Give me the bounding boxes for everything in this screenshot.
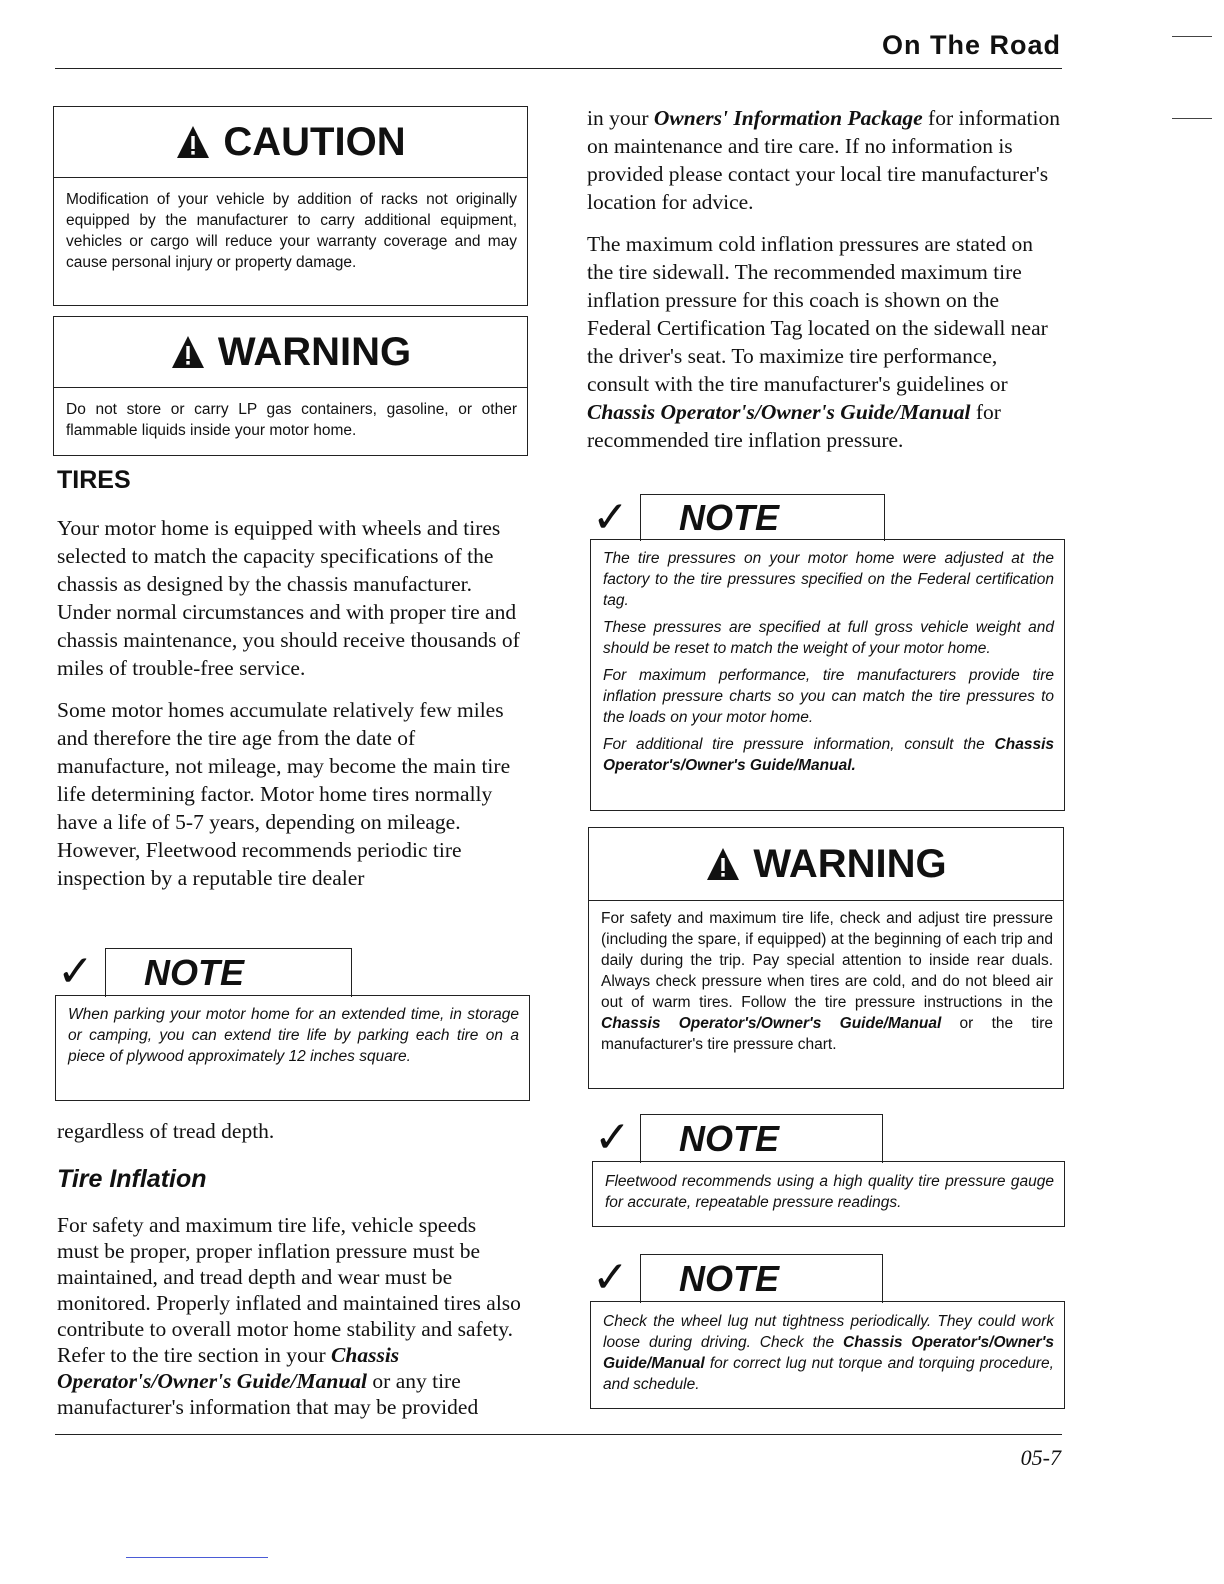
tire-inflation-text: The maximum cold inflation pressures are stated on the tire sidewall. The recommended maximum tire inflation pressure for this coach is shown on the Federal Certification Tag located on the sidewall near the driver's seat. To maximize tire performance, consult with the tire manufacturer's guidelines or [587, 232, 1048, 396]
caution-text: Modification of your vehicle by addition of racks not originally equipped by the manufacturer to carry additional equipment, vehicles or cargo will reduce your warranty coverage and may cause personal injury or property damage. [66, 191, 517, 271]
page-header-title: On The Road [882, 30, 1061, 60]
tire-inflation-body-continued [587, 104, 1062, 468]
warning-text: or the tire manufacturer's tire pressure chart. [601, 1015, 1053, 1053]
caution-label: CAUTION [223, 119, 406, 164]
note-text: for correct lug nut torque and torquing procedure, and schedule. [603, 1355, 1054, 1393]
package-reference: Owners' Information Package [653, 106, 923, 130]
note-text: These pressures are specified at full gross vehicle weight and should be reset to match the weight of your motor home. [603, 619, 1054, 657]
checkmark-icon: ✓ [594, 1112, 631, 1163]
warning-box [53, 316, 528, 456]
warning-text: Do not store or carry LP gas containers, gasoline, or other flammable liquids inside your motor home. [66, 401, 517, 439]
note-text: For additional tire pressure information, consult the [603, 736, 995, 753]
tires-continued [57, 1117, 529, 1159]
note-tab [105, 948, 352, 997]
tires-paragraph: regardless of tread depth. [57, 1119, 275, 1143]
tire-inflation-text: for information on maintenance and tire care. If no information is provided please contact your local tire manufacturer's location for advice. [587, 106, 1060, 214]
note-text: The tire pressures on your motor home were adjusted at the factory to the tire pressures specified on the Federal certification tag. [603, 550, 1054, 609]
note-label: NOTE [679, 1118, 780, 1159]
checkmark-icon: ✓ [57, 946, 94, 997]
manual-reference: Chassis Operator's/Owner's Guide/Manual [603, 1334, 1054, 1372]
warning-text: For safety and maximum tire life, check and adjust tire pressure (including the spare, if equipped) at the beginning of each trip and daily during the trip. Pay special attention to inside rear duals. Always check pressure when tires are cold, and do not bleed air out of warm tires. Follow the tire pressure instructions in the [601, 910, 1053, 1011]
tires-paragraph: Your motor home is equipped with wheels and tires selected to match the capacity specifications of the chassis as designed by the chassis manufacturer. Under normal circumstances and with proper tire and chassis maintenance, you should receive thousands of miles of trouble-free service. [57, 516, 520, 680]
tire-inflation-heading: Tire Inflation [57, 1165, 207, 1193]
note-label: NOTE [679, 1258, 780, 1299]
note-box [590, 1301, 1065, 1409]
manual-reference: Chassis Operator's/Owner's Guide/Manual [57, 1343, 400, 1393]
note-box [590, 539, 1065, 811]
note-block [55, 946, 530, 1106]
caution-box [53, 106, 528, 306]
note-box [55, 995, 530, 1101]
margin-mark [1172, 118, 1212, 119]
note-block [590, 1252, 1065, 1412]
scan-artifact-line [126, 1557, 268, 1558]
tire-inflation-text: for recommended tire inflation pressure. [587, 400, 1001, 452]
warning-label: WARNING [753, 841, 947, 886]
note-text: Fleetwood recommends using a high quality tire pressure gauge for accurate, repeatable pressure readings. [605, 1173, 1054, 1211]
manual-reference: Chassis Operator's/Owner's Guide/Manual [601, 1015, 942, 1032]
note-text: Check the wheel lug nut tightness periodically. They could work loose during driving. Check the [603, 1313, 1054, 1351]
tire-inflation-text: or any tire manufacturer's information that may be provided [57, 1369, 479, 1419]
warning-box [588, 827, 1064, 1089]
hazard-triangle-icon [175, 124, 211, 160]
tires-paragraph: Some motor homes accumulate relatively few miles and therefore the tire age from the date of manufacture, not mileage, may become the main tire life determining factor. Motor home tires normally have a life of 5-7 years, depending on mileage. However, Fleetwood recommends periodic tire inspection by a reputable tire dealer [57, 698, 511, 890]
hazard-triangle-icon [705, 846, 741, 882]
note-text: When parking your motor home for an extended time, in storage or camping, you can extend tire life by parking each tire on a piece of plywood approximately 12 inches square. [68, 1006, 519, 1065]
footer-rule [55, 1434, 1062, 1435]
note-tab [640, 1254, 883, 1303]
page-number: 05-7 [1020, 1445, 1061, 1470]
note-block [592, 1112, 1065, 1230]
tires-body [57, 514, 529, 906]
warning-label: WARNING [217, 329, 412, 374]
tire-inflation-body [57, 1212, 522, 1434]
header-rule [55, 68, 1062, 69]
note-label: NOTE [144, 952, 245, 993]
hazard-triangle-icon [170, 334, 206, 370]
note-block [590, 492, 1065, 814]
note-tab [640, 494, 885, 541]
manual-reference: Chassis Operator's/Owner's Guide/Manual [587, 400, 971, 424]
manual-reference: Chassis Operator's/Owner's Guide/Manual. [603, 736, 1054, 774]
checkmark-icon: ✓ [592, 1252, 629, 1303]
checkmark-icon: ✓ [592, 492, 629, 543]
tire-inflation-text: in your [587, 106, 654, 130]
tire-inflation-text: For safety and maximum tire life, vehicle speeds must be proper, proper inflation pressure must be maintained, and tread depth and wear must be monitored. Properly inflated and maintained tires also contribute to overall motor home stability and safety. Refer to the tire section in your [57, 1213, 521, 1367]
margin-mark [1172, 36, 1212, 37]
note-label: NOTE [679, 497, 780, 538]
note-box [592, 1161, 1065, 1227]
note-tab [640, 1114, 883, 1163]
tires-heading: TIRES [57, 466, 131, 494]
note-text: For maximum performance, tire manufacturers provide tire inflation pressure charts so you can match the tire pressures to the loads on your motor home. [603, 667, 1054, 726]
